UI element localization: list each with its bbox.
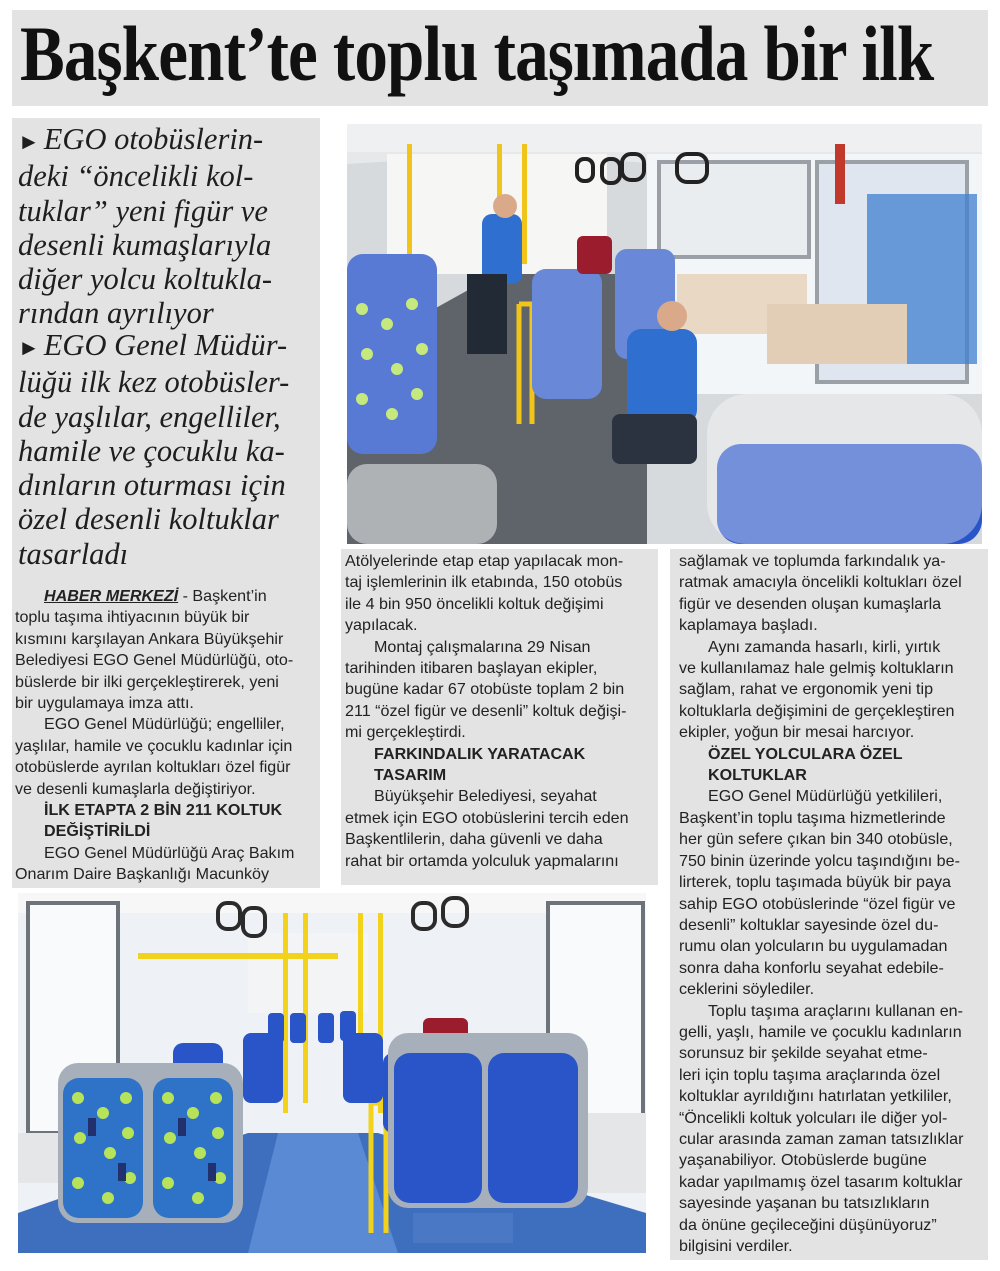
text-line: bilgisini verdiler. xyxy=(679,1237,793,1255)
byline: HABER MERKEZİ xyxy=(44,587,179,605)
text-line: koltuklar ayrıldığını hatırlatan yetkililer, xyxy=(679,1087,952,1106)
lead-paragraph xyxy=(15,586,320,714)
text-line: sağlamak ve toplumda farkındalık ya- xyxy=(679,552,946,570)
text-line: Atölyelerinde etap etap yapılacak mon- xyxy=(345,552,624,570)
text-line: “Öncelikli koltuk yolcuları ile diğer yol- xyxy=(679,1108,948,1127)
paragraph xyxy=(679,1001,989,1258)
deck-text: hamile ve çocuklu ka- xyxy=(18,433,285,468)
text-line: desenli” koltuklar sayesinde özel du- xyxy=(679,915,939,934)
text-line: yapılacak. xyxy=(345,616,418,635)
text-line: bir uygulamaya imza attı. xyxy=(15,694,194,713)
text-line: etmek için EGO otobüslerini tercih eden xyxy=(345,808,629,827)
text-line: ratmak amacıyla öncelikli koltukları özel xyxy=(679,573,962,592)
text-line: Belediyesi EGO Genel Müdürlüğü, oto- xyxy=(15,651,294,670)
deck-text: rından ayrılıyor xyxy=(18,296,214,331)
deck-line xyxy=(18,502,323,536)
headline-banner xyxy=(12,10,988,106)
paragraph xyxy=(345,551,657,637)
deck-line xyxy=(18,400,323,434)
text-line: koltuklarla değişimini de gerçekleştiren xyxy=(679,701,955,720)
text-line: da önüne geçileceğini düşünüyoruz” xyxy=(679,1215,937,1234)
deck-text: tuklar” yeni figür ve xyxy=(18,193,268,228)
paragraph xyxy=(679,551,989,637)
deck-line xyxy=(18,468,323,502)
text-line: sayesinde yaşanan bu tatsızlıkların xyxy=(679,1194,930,1213)
deck-text: özel desenli koltuklar xyxy=(18,502,279,537)
photo-bus-interior-priority-seats xyxy=(18,893,646,1253)
deck-line xyxy=(18,296,323,330)
text-line: TASARIM xyxy=(374,766,447,785)
text-line: rumu olan yolcuların bu uygulamadan xyxy=(679,937,948,956)
text-line: sorunsuz bir şekilde seyahat etme- xyxy=(679,1044,928,1063)
deck-text: desenli kumaşlarıyla xyxy=(18,227,272,262)
text-line: EGO Genel Müdürlüğü Araç Bakım xyxy=(44,843,295,862)
deck-text: EGO Genel Müdür- xyxy=(43,328,288,362)
text-line: ekipler, yoğun bir mesai harcıyor. xyxy=(679,723,915,742)
photo-workers-installing-seats xyxy=(347,124,982,544)
deck-line xyxy=(18,194,323,228)
deck-line xyxy=(18,434,323,468)
deck-text: tasarladı xyxy=(18,536,129,571)
article-column-3 xyxy=(679,551,989,1257)
text-line: ve desenli kumaşlarla değiştiriyor. xyxy=(15,779,256,798)
text-line: otobüslerde ayrılan koltukları özel figür xyxy=(15,758,291,777)
text-line: her gün sefere çıkan bin 340 otobüsle, xyxy=(679,830,953,849)
article-column-1 xyxy=(15,586,320,886)
article-column-2-panel xyxy=(341,549,658,885)
lead-text: - Başkent’in xyxy=(178,587,267,605)
deck-line xyxy=(18,537,323,571)
text-line: ÖZEL YOLCULARA ÖZEL xyxy=(708,744,903,763)
text-line: Başkent’in toplu taşıma hizmetlerinde xyxy=(679,808,946,827)
deck-text: deki “öncelikli kol- xyxy=(18,159,254,194)
deck-line xyxy=(18,228,323,262)
article-column-3-panel xyxy=(670,549,988,1260)
text-line: figür ve desenden oluşan kumaşlarla xyxy=(679,594,942,613)
deck-item xyxy=(18,122,323,331)
bullet-arrow-icon: ► xyxy=(18,335,40,360)
paragraph xyxy=(679,637,989,744)
photo2-illustration xyxy=(18,893,646,1253)
paragraph xyxy=(679,786,989,1000)
deck-item xyxy=(18,328,323,571)
text-line: 750 binin üzerinde yolcu taşındığını be- xyxy=(679,851,960,870)
text-line: İLK ETAPTA 2 BİN 211 KOLTUK xyxy=(44,801,283,820)
paragraph xyxy=(15,714,320,800)
text-line: gelli, yaşlı, hamile ve çocuklu kadınların xyxy=(679,1022,962,1041)
text-line: DEĞİŞTİRİLDİ xyxy=(44,822,151,841)
text-line: yaşanabiliyor. Otobüslerde bugüne xyxy=(679,1151,927,1170)
text-line: mi gerçekleştirdi. xyxy=(345,723,466,742)
paragraph xyxy=(345,786,657,872)
deck-text: de yaşlılar, engelliler, xyxy=(18,399,281,434)
text-line: Büyükşehir Belediyesi, seyahat xyxy=(374,787,597,806)
text-line: tarihinden itibaren başlayan ekipler, xyxy=(345,659,598,678)
article-column-2 xyxy=(345,551,657,872)
text-line xyxy=(15,586,320,607)
text-line: sonra daha konforlu seyahat edebile- xyxy=(679,958,944,977)
text-line: Montaj çalışmalarına 29 Nisan xyxy=(374,637,591,656)
paragraph xyxy=(345,637,657,744)
text-line: Toplu taşıma araçlarını kullanan en- xyxy=(708,1001,963,1020)
headline: Başkent’te toplu taşımada bir ilk xyxy=(20,10,934,97)
text-line: Aynı zamanda hasarlı, kirli, yırtık xyxy=(708,637,941,656)
subheading xyxy=(679,744,989,787)
photo1-illustration xyxy=(347,124,982,544)
text-line: leri için toplu taşıma araçlarında özel xyxy=(679,1065,941,1084)
text-line: EGO Genel Müdürlüğü yetkilileri, xyxy=(708,787,943,806)
text-line: lirterek, toplu taşımada büyük bir paya xyxy=(679,873,951,892)
text-line: kadar yapılmamış özel tasarım koltuklar xyxy=(679,1172,963,1191)
text-line: bugüne kadar 67 otobüste toplam 2 bin xyxy=(345,680,625,699)
text-line: büslerde bir ilki gerçekleştirerek, yeni xyxy=(15,672,279,691)
subheading xyxy=(15,800,320,843)
deck-line xyxy=(18,159,323,193)
text-line: toplu taşıma ihtiyacının büyük bir xyxy=(15,608,250,627)
text-line: ile 4 bin 950 öncelikli koltuk değişimi xyxy=(345,594,604,613)
deck-line xyxy=(18,328,323,365)
deck-text: EGO otobüslerin- xyxy=(43,122,264,156)
text-line: sahip EGO otobüslerinde “özel figür ve xyxy=(679,894,956,913)
text-line: kaplamaya başladı. xyxy=(679,616,818,635)
bullet-arrow-icon: ► xyxy=(18,129,40,154)
deck-line xyxy=(18,122,323,159)
text-line: sağlam, rahat ve ergonomik yeni tip xyxy=(679,680,934,699)
deck-text: lüğü ilk kez otobüsler- xyxy=(18,365,290,400)
text-line: Başkentlilerin, daha güvenli ve daha xyxy=(345,830,603,849)
deck-text: dınların oturması için xyxy=(18,468,286,503)
text-line: Onarım Daire Başkanlığı Macunköy xyxy=(15,865,270,884)
paragraph xyxy=(15,843,320,886)
text-line: KOLTUKLAR xyxy=(708,766,807,785)
text-line: ve kullanılamaz hale gelmiş koltukların xyxy=(679,659,954,678)
deck-line xyxy=(18,262,323,296)
text-line: yaşlılar, hamile ve çocuklu kadınlar için xyxy=(15,736,293,755)
text-line: ceklerini söylediler. xyxy=(679,980,815,999)
deck-text: diğer yolcu koltukla- xyxy=(18,262,273,297)
text-line: EGO Genel Müdürlüğü; engelliler, xyxy=(44,715,285,734)
deck-panel xyxy=(12,118,320,888)
text-line: FARKINDALIK YARATACAK xyxy=(374,744,586,763)
deck-line xyxy=(18,365,323,399)
text-line: 211 “özel figür ve desenli” koltuk değişi- xyxy=(345,701,627,720)
text-line: kısmını karşılayan Ankara Büyükşehir xyxy=(15,629,284,648)
text-line: taj işlemlerinin ilk etabında, 150 otobüs xyxy=(345,573,623,592)
subheading xyxy=(345,744,657,787)
text-line: rahat bir ortamda yolculuk yapmalarını xyxy=(345,851,619,870)
text-line: cular arasında zaman zaman tatsızlıklar xyxy=(679,1129,964,1148)
